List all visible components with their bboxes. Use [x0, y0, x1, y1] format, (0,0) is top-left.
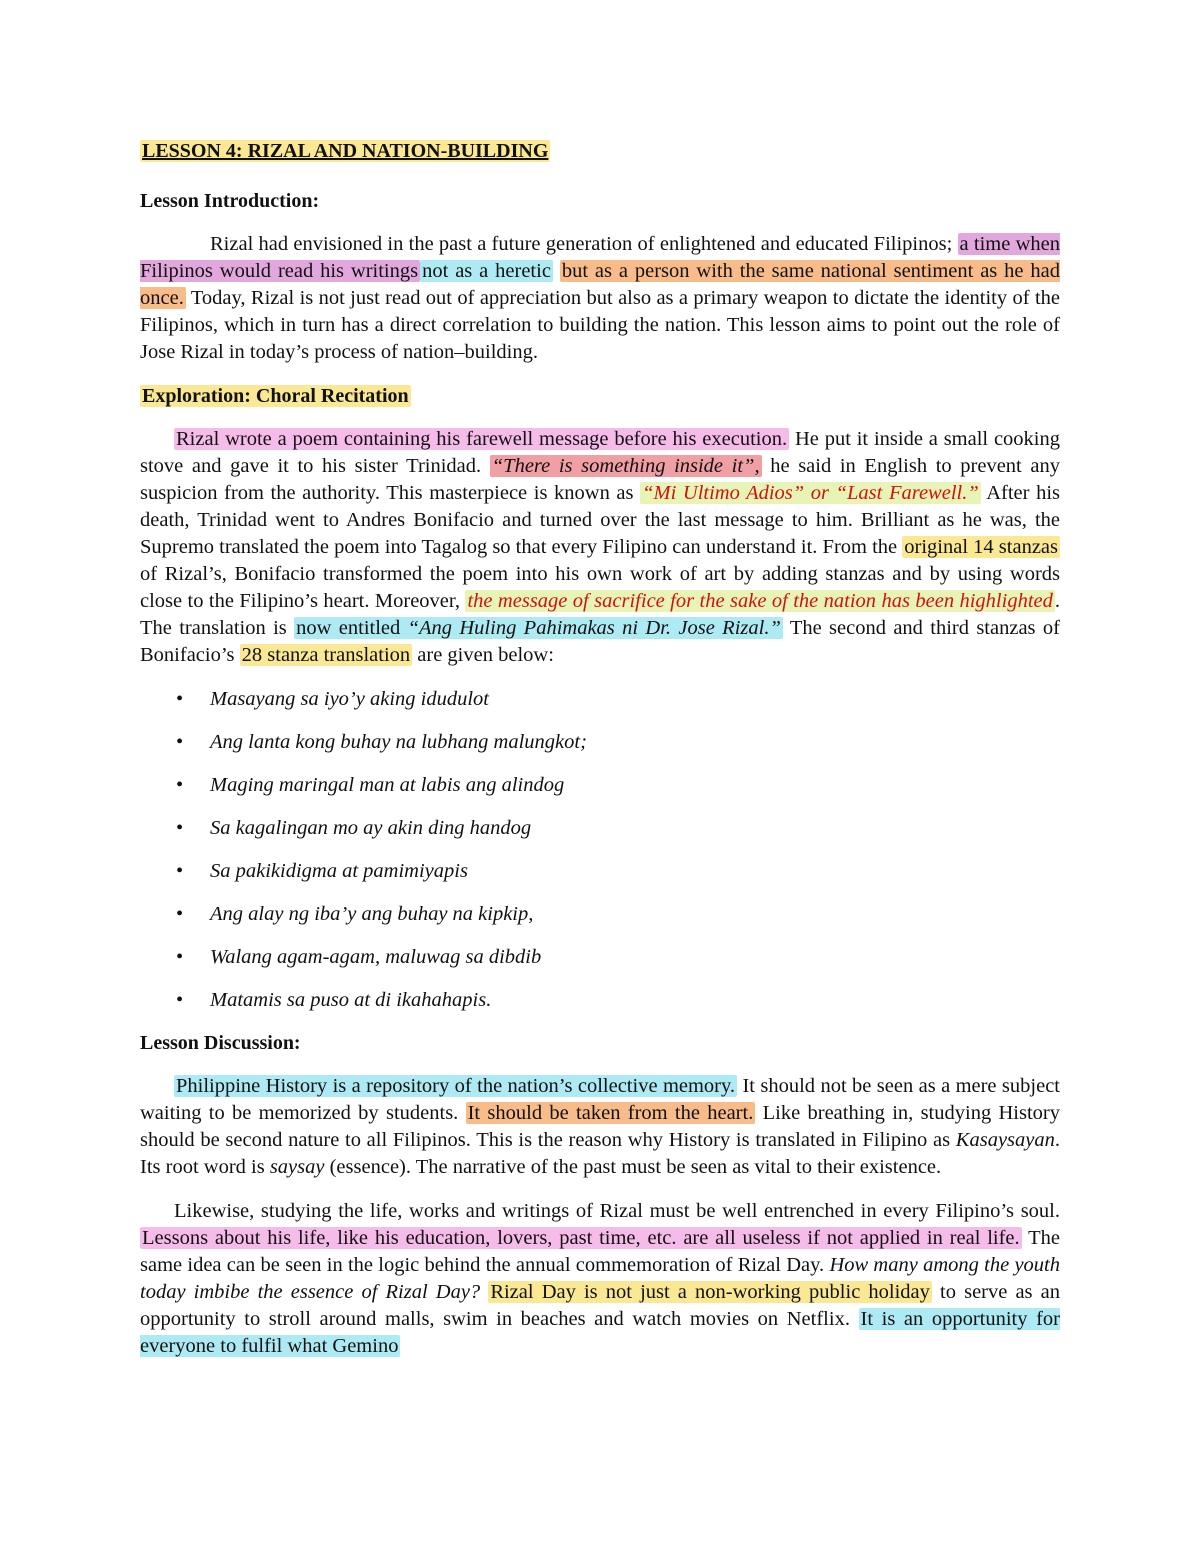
poem-line: • Walang agam-agam, maluwag sa dibdib — [140, 944, 1060, 971]
rizal-day-question: How many among the youth today imbibe the essence of Rizal Day? — [140, 1254, 1060, 1303]
saysay-term: saysay — [269, 1156, 325, 1178]
discussion-highlight-2: It should be taken from the heart. — [467, 1102, 754, 1124]
exploration-text-2: he said in English to prevent any suspicion from the authority. This masterpiece is known as — [140, 455, 1060, 504]
bullet-icon: • — [176, 989, 184, 1011]
bullet-icon: • — [176, 903, 184, 925]
exploration-heading — [140, 383, 1060, 409]
discussion-paragraph-2: Likewise, studying the life, works and writings of Rizal must be well entrenched in every Filipino’s soul. Lessons about his life, like his education, lovers, past time, etc. are all useless if not applied in real life. The same idea can be seen in the logic behind the annual commemoration of Rizal Day. How many among the youth today imbibe the essence of Rizal Day? Rizal Day is not just a non-working public holiday to serve as an opportunity to stroll around malls, swim in beaches and watch movies on Netflix. It is an opportunity for everyone to fulfil what Gemino — [140, 1200, 1061, 1357]
intro-heading: Lesson Introduction: — [140, 190, 320, 212]
intro-highlight-3: but as a person with the same national sentiment as he had once. — [140, 260, 1061, 309]
exploration-text-5: . The translation is — [140, 590, 1060, 639]
exploration-heading-text: Exploration: Choral Recitation — [142, 385, 409, 407]
exploration-highlight-3 — [294, 617, 783, 639]
discussion-highlight-3: Lessons about his life, like his education, lovers, past time, etc. are all useless if not applied in real life. — [142, 1227, 1020, 1249]
intro-text-2: Today, Rizal is not just read out of appreciation but also as a primary weapon to dictate the identity of the Filipinos, which in turn has a direct correlation to building the nation. This lesson aims to point out the role of Jose Rizal in today’s process of nation–building. — [140, 287, 1060, 363]
exploration-highlight-3a: now entitled — [296, 617, 408, 639]
poem-list — [140, 686, 1060, 1014]
poem-line: • Maging maringal man at labis ang alindog — [140, 772, 1060, 799]
discussion-highlight-5: It is an opportunity for everyone to fulfil what Gemino — [140, 1308, 1060, 1357]
bullet-icon: • — [176, 860, 184, 882]
bullet-icon: • — [176, 731, 184, 753]
intro-highlight-1: a time when Filipinos would read his writings — [140, 233, 1060, 282]
bullet-icon: • — [176, 817, 184, 839]
bullet-icon: • — [176, 774, 184, 796]
exploration-text-3: After his death, Trinidad went to Andres Bonifacio and turned over the last message to him. Brilliant as he was, the Supremo translated the poem into Tagalog so that every Filipino can understand it. From the — [140, 482, 1060, 558]
discussion-heading: Lesson Discussion: — [140, 1032, 301, 1054]
intro-text-1: Rizal had envisioned in the past a future generation of enlightened and educated Filipinos; — [210, 233, 958, 255]
exploration-quote-3: the message of sacrifice for the sake of the nation has been highlighted — [467, 590, 1053, 612]
bullet-icon: • — [176, 946, 184, 968]
discussion-paragraph-1: Philippine History is a repository of the nation’s collective memory. It should not be seen as a mere subject waiting to be memorized by students. It should be taken from the heart. Like breathing in, studying History should be second nature to all Filipinos. This is the reason why History is translated in Filipino as Kasaysayan. Its root word is saysay (essence). The narrative of the past must be seen as vital to their existence. — [140, 1075, 1060, 1178]
exploration-text-4: of Rizal’s, Bonifacio transformed the poem into his own work of art by adding stanzas and by using words close to the Filipino’s heart. Moreover, — [140, 563, 1060, 612]
document-body — [140, 138, 1060, 1377]
exploration-highlight-4: 28 stanza translation — [241, 644, 411, 666]
poem-line: • Sa pakikidigma at pamimiyapis — [140, 858, 1060, 885]
exploration-highlight-2: original 14 stanzas — [904, 536, 1058, 558]
exploration-quote-1: “There is something inside it”, — [491, 455, 760, 477]
exploration-text-7: are given below: — [412, 644, 554, 666]
exploration-text-6: The second and third stanzas of Bonifacio’s — [140, 617, 1060, 666]
exploration-highlight-3b: “Ang Huling Pahimakas ni Dr. Jose Rizal.” — [407, 617, 781, 639]
exploration-text-1: He put it inside a small cooking stove and gave it to his sister Trinidad. — [140, 428, 1060, 477]
intro-paragraph — [140, 231, 1060, 366]
intro-highlight-2: not as a heretic — [422, 260, 551, 282]
poem-line: • Matamis sa puso at di ikahahapis. — [140, 987, 1060, 1014]
lesson-title-text: LESSON 4: RIZAL AND NATION-BUILDING — [142, 140, 549, 162]
kasaysayan-term: Kasaysayan — [955, 1129, 1055, 1151]
exploration-quote-2: “Mi Ultimo Adios” or “Last Farewell.” — [642, 482, 979, 504]
discussion-highlight-1: Philippine History is a repository of the nation’s collective memory. — [176, 1075, 736, 1097]
poem-line: • Sa kagalingan mo ay akin ding handog — [140, 815, 1060, 842]
exploration-paragraph — [140, 426, 1060, 669]
exploration-highlight-1: Rizal wrote a poem containing his farewell message before his execution. — [176, 428, 788, 450]
bullet-icon: • — [176, 688, 184, 710]
poem-line: • Masayang sa iyo’y aking idudulot — [140, 686, 1060, 713]
discussion-highlight-4: Rizal Day is not just a non-working public holiday — [490, 1281, 930, 1303]
poem-line: • Ang alay ng iba’y ang buhay na kipkip, — [140, 901, 1060, 928]
lesson-title — [140, 138, 1060, 164]
poem-line: • Ang lanta kong buhay na lubhang malungkot; — [140, 729, 1060, 756]
